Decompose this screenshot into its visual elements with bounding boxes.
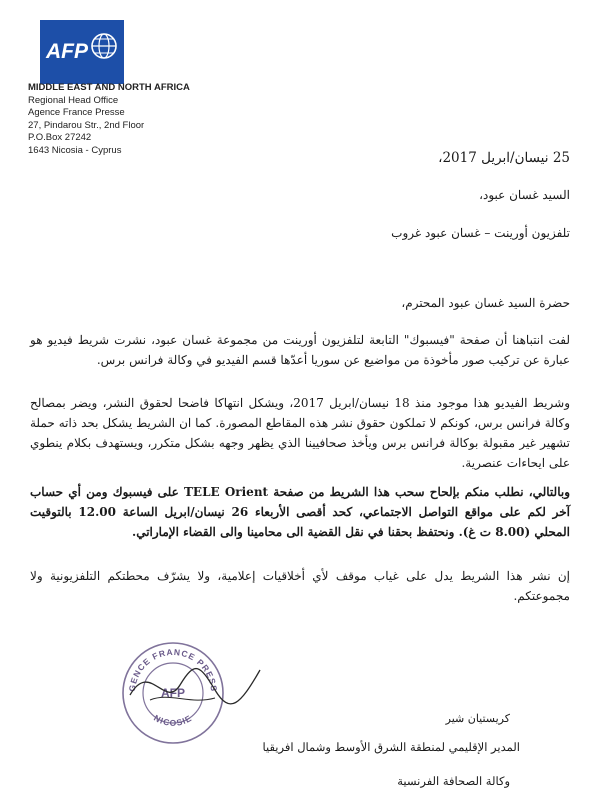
signatory-name: كريستيان شير: [445, 712, 510, 725]
stamp-center-text: AFP: [161, 686, 185, 700]
signatory-organization: وكالة الصحافة الفرنسية: [397, 774, 510, 788]
letter-paragraph: وبالتالي، نطلب منكم بإلحاح سحب هذا الشريط من صفحة TELE Orient على فيسبوك ومن أي حساب آخر لكم على مواقع التواصل الاجتماعي، كحد أقصى الأربعاء 26 نيسان/ابريل الساعة 12.00 بالتوقيت المحلي (8.00 ت غ). ونحتفظ بحقنا في نقل القضية الى محامينا والى القضاء الإماراتي.: [30, 485, 571, 539]
office-line: 27, Pindarou Str., 2nd Floor: [28, 119, 145, 131]
office-line: P.O.Box 27242: [28, 132, 92, 143]
letter-paragraph: وشريط الفيديو هذا موجود منذ 18 نيسان/ابريل 2017، ويشكل انتهاكا فاضحا لحقوق النشر، ويضر بمصالح وكالة فرانس برس، كونكم لا تملكون حقوق نشر هذه المقاطع المصورة. كما ان الشريط يشكل بحد ذاته حملة تشهير غير مقبولة بوكالة فرانس برس ويأخذ صحافيينا الذي يظهر وجهه بشكل متكرر، ويستهدف بكلام ينطوي على ايحاءات عنصرية.: [30, 396, 570, 470]
stamp-bottom-text: NICOSIE: [152, 712, 194, 728]
letter-salutation: حضرة السيد غسان عبود المحترم،: [401, 296, 570, 310]
office-line: 1643 Nicosia - Cyprus: [28, 144, 122, 156]
office-address: [28, 82, 190, 157]
stamp-top-text: GENCE FRANCE PRESS: [126, 646, 220, 693]
letter-date: 25 نيسان/ابريل 2017،: [438, 150, 570, 166]
office-line: Agence France Presse: [28, 107, 125, 118]
logo-text: AFP: [46, 40, 88, 63]
letter-recipient: السيد غسان عبود،: [479, 188, 570, 202]
letter-paragraph: لفت انتباهنا أن صفحة "فيسبوك" التابعة لتلفزيون أورينت من مجموعة غسان عبود، نشرت شريط فيديو هو عبارة عن تركيب صور مأخوذة من مواضيع عن سوريا أعدّها قسم الفيديو في وكالة فرانس برس.: [30, 333, 570, 367]
handwritten-signature: [120, 650, 270, 720]
afp-logo: [40, 20, 124, 84]
letter-company: تلفزيون أورينت – غسان عبود غروب: [391, 226, 570, 240]
letter-paragraph: إن نشر هذا الشريط يدل على غياب موقف لأي أخلاقيات إعلامية، ولا يشرّف محطتكم التلفزيونية ولا مجموعتكم.: [30, 569, 570, 603]
office-line: Regional Head Office: [28, 94, 119, 106]
signatory-title: المدير الإقليمي لمنطقة الشرق الأوسط وشمال افريقيا: [262, 740, 520, 754]
office-region: MIDDLE EAST AND NORTH AFRICA: [28, 82, 190, 93]
